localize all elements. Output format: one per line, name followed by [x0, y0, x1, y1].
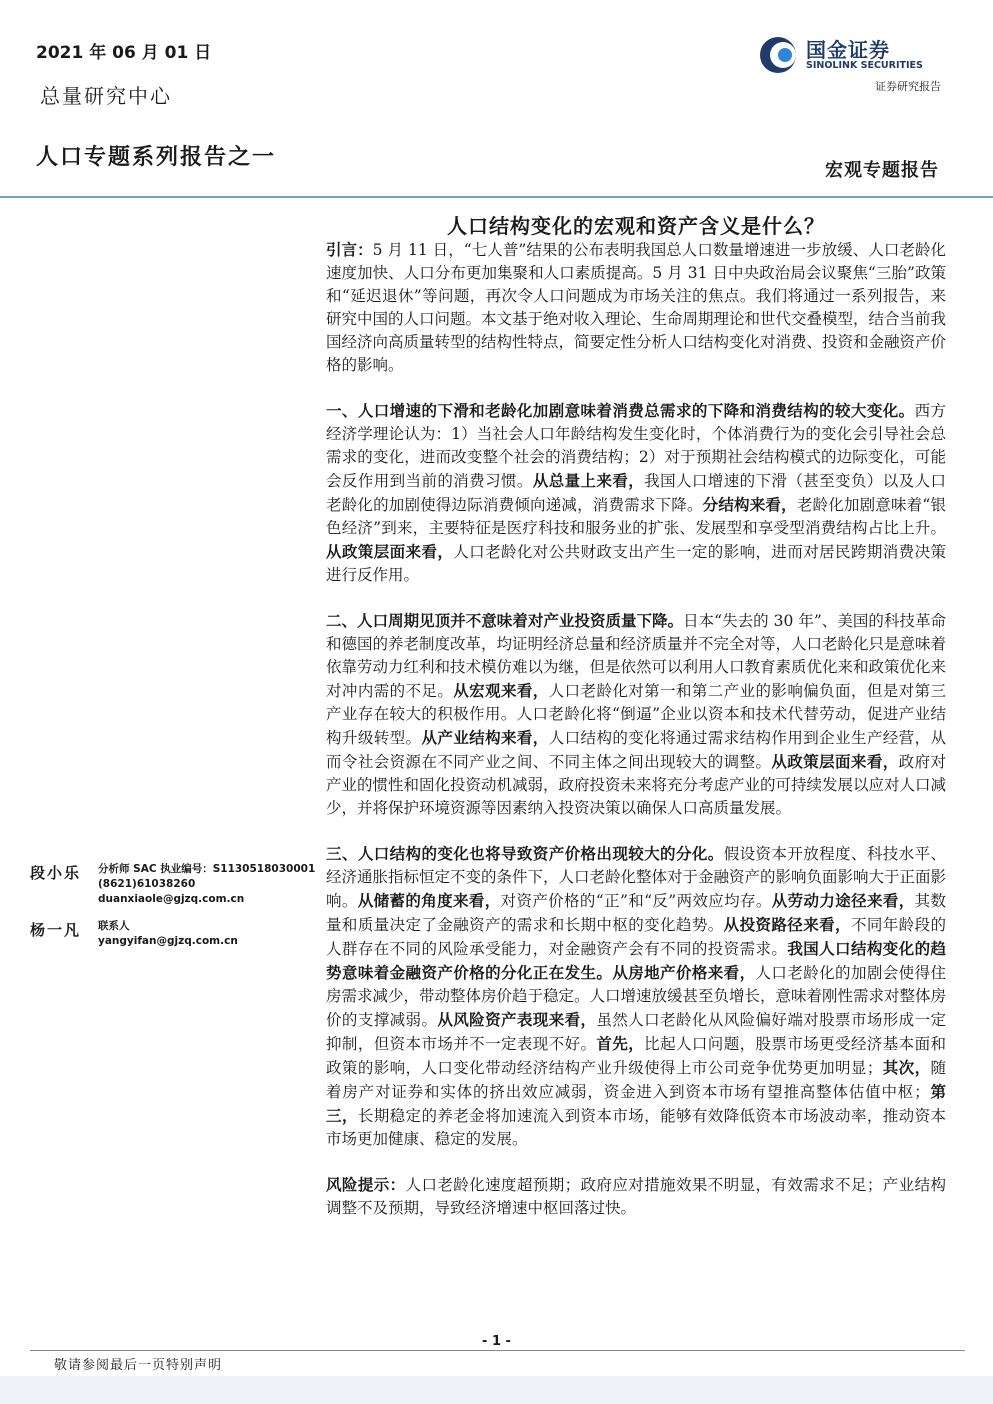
section-3-emphasis: 从劳动力途径来看， — [771, 891, 915, 910]
section-1-emphasis: 从总量上来看， — [532, 471, 645, 490]
section-3-text: 长期稳定的养老金将加速流入到资本市场，能够有效降低资本市场波动率，推动资本市场更加健康、稳定的发展。 — [326, 1107, 946, 1148]
company-logo — [756, 32, 946, 78]
analyst-email[interactable]: yangyifan@gjzq.com.cn — [98, 935, 238, 947]
section-3-emphasis: 从储蓄的角度来看， — [357, 891, 501, 910]
section-1-text: 我国人口增速的下滑（甚至变负）以及人口老龄化的加剧使得边际消费倾向递减，消费需求下降。 — [326, 472, 946, 514]
section-1-text: 老龄化加剧意味着“银色经济”到来，主要特征是医疗科技和服务业的扩张、发展型和享受型消费结构占比上升。 — [326, 496, 946, 537]
intro-text: 5 月 11 日，“七人普”结果的公布表明我国总人口数量增速进一步放缓、人口老龄化速度加快、人口分布更加集聚和人口素质提高。5 月 31 日中央政治局会议聚焦“三胎”政策和“延迟退休”等问题，再次令人口问题成为市场关注的焦点。我们将通过一系列报告，来研究中国的人口问题。本文基于绝对收入理论、生命周期理论和世代交叠模型，结合当前我国经济向高质量转型的结构性特点，简要定性分析人口结构变化对消费、投资和金融资产价格的影响。 — [326, 241, 947, 374]
section-3-emphasis: 其次， — [882, 1058, 931, 1077]
intro-lead: 引言： — [326, 240, 373, 259]
section-3-emphasis: 第三， — [326, 1082, 946, 1125]
section-2-heading: 二、人口周期见顶并不意味着对产业投资质量下降。 — [326, 611, 684, 630]
report-title: 人口结构变化的宏观和资产含义是什么？ — [447, 214, 825, 238]
risk-text: 人口老龄化速度超预期；政府应对措施效果不明显，有效需求不足；产业结构调整不及预期，导致经济增速中枢回落过快。 — [326, 1176, 946, 1217]
department: 总量研究中心 — [40, 84, 172, 108]
analyst-role: 分析师 SAC 执业编号：S1130518030001 — [98, 863, 316, 875]
section-2-emphasis: 从政策层面来看， — [771, 752, 899, 771]
section-2-emphasis: 从产业结构来看， — [421, 728, 549, 747]
intro-paragraph — [326, 238, 946, 377]
section-3-text: 假设资本开放程度、科技水平、经济通胀指标恒定不变的条件下，人口老龄化整体对于金融资产的影响负面影响大于正面影响。 — [326, 845, 947, 910]
section-2-emphasis: 从宏观来看， — [453, 681, 549, 700]
page-number: - 1 - — [482, 1334, 511, 1349]
series-title: 人口专题系列报告之一 — [36, 144, 277, 170]
analyst-panel — [30, 862, 320, 961]
logo-emblem-icon — [756, 32, 802, 78]
section-3-emphasis: 从房地产价格来看， — [612, 963, 756, 982]
section-3-text: 比起人口问题，股票市场更受经济基本面和政策的影响，人口变化带动经济结构产业升级使得上市公司竞争优势更加明显； — [326, 1035, 946, 1077]
section-3-emphasis: 我国人口结构变化的趋势意味着金融资产价格的分化正在发生。 — [326, 939, 946, 982]
section-1-paragraph — [326, 399, 946, 587]
report-date: 2021 年 06 月 01 日 — [36, 43, 212, 63]
footer-divider — [30, 1350, 965, 1351]
section-1-text: 西方经济学理论认为：1）当社会人口年龄结构发生变化时，个体消费行为的变化会引导社会总需求的变化，进而改变整个社会的消费结构；2）对于预期社会结构模式的边际变化，可能会反作用到当前的消费习惯。 — [326, 402, 946, 490]
report-tagline: 证券研究报告 — [875, 80, 941, 93]
section-1-emphasis: 分结构来看， — [702, 495, 797, 514]
analyst-info — [98, 919, 238, 949]
logo-name-en: SINOLINK SECURITIES — [806, 60, 923, 71]
report-type: 宏观专题报告 — [825, 160, 939, 181]
section-1-emphasis: 从政策层面来看， — [326, 542, 454, 561]
risk-label: 风险提示： — [326, 1175, 406, 1194]
section-3-text: 随着房产对证券和实体的挤出效应减弱，资金进入到资本市场有望推高整体估值中枢； — [326, 1059, 946, 1101]
footer-band — [0, 1376, 993, 1404]
section-2-text: 人口结构的变化将通过需求结构作用到企业生产经营，从而令社会资源在不同产业之间、不同主体之间出现较大的调整。 — [326, 729, 946, 771]
analyst-entry — [30, 919, 320, 949]
section-3-heading: 三、人口结构的变化也将导致资产价格出现较大的分化。 — [326, 844, 724, 863]
section-3-text: 对资产价格的“正”和“反”两效应均存。 — [500, 892, 772, 910]
analyst-entry — [30, 862, 320, 907]
header-divider — [0, 196, 993, 198]
analyst-name: 杨一凡 — [30, 921, 82, 939]
section-3-emphasis: 首先， — [596, 1034, 645, 1053]
risk-paragraph — [326, 1173, 946, 1220]
section-3-text: 人口老龄化的加剧会使得住房需求减少，带动整体房价趋于稳定。人口增速放缓甚至负增长，意味着刚性需求对整体房价的支撑减弱。 — [326, 964, 947, 1029]
section-2-text: 人口老龄化对第一和第二产业的影响偏负面，但是对第三产业存在较大的积极作用。人口老龄化将“倒逼”企业以资本和技术代替劳动，促进产业结构升级转型。 — [326, 682, 946, 747]
logo-name-cn: 国金证券 — [806, 38, 890, 62]
analyst-phone: (8621)61038260 — [98, 878, 196, 890]
analyst-role: 联系人 — [98, 920, 130, 932]
section-3-paragraph — [326, 842, 946, 1151]
section-3-emphasis: 从投资路径来看， — [723, 915, 851, 934]
analyst-name: 段小乐 — [30, 864, 82, 882]
section-1-heading: 一、人口增速的下滑和老龄化加剧意味着消费总需求的下降和消费结构的较大变化。 — [326, 401, 915, 420]
section-1-text: 人口老龄化对公共财政支出产生一定的影响，进而对居民跨期消费决策进行反作用。 — [326, 543, 946, 584]
section-2-text: 政府对产业的惯性和固化投资动机减弱，政府投资未来将充分考虑产业的可持续发展以应对人口减少，并将保护环境资源等因素纳入投资决策以确保人口高质量发展。 — [326, 753, 947, 817]
section-2-paragraph — [326, 609, 946, 820]
analyst-email[interactable]: duanxiaole@gjzq.com.cn — [98, 893, 245, 905]
section-2-text: 日本“失去的 30 年”、美国的科技革命和德国的养老制度改革，均证明经济总量和经济质量并不完全对等，人口老龄化只是意味着依靠劳动力红利和技术模仿难以为继，但是依然可以利用人口教育素质优化来和政策优化来对冲内需的不足。 — [326, 612, 947, 700]
analyst-info — [98, 862, 315, 907]
section-3-text: 虽然人口老龄化从风险偏好端对股票市场形成一定抑制，但资本市场并不一定表现不好。 — [326, 1011, 946, 1053]
report-body — [326, 238, 946, 1242]
section-3-emphasis: 从风险资产表现来看， — [437, 1010, 597, 1029]
section-3-text: 不同年龄段的人群存在不同的风险承受能力，对金融资产会有不同的投资需求。 — [326, 916, 946, 958]
disclaimer-note: 敬请参阅最后一页特别声明 — [54, 1358, 223, 1373]
section-3-text: 其数量和质量决定了金融资产的需求和长期中枢的变化趋势。 — [326, 892, 946, 934]
